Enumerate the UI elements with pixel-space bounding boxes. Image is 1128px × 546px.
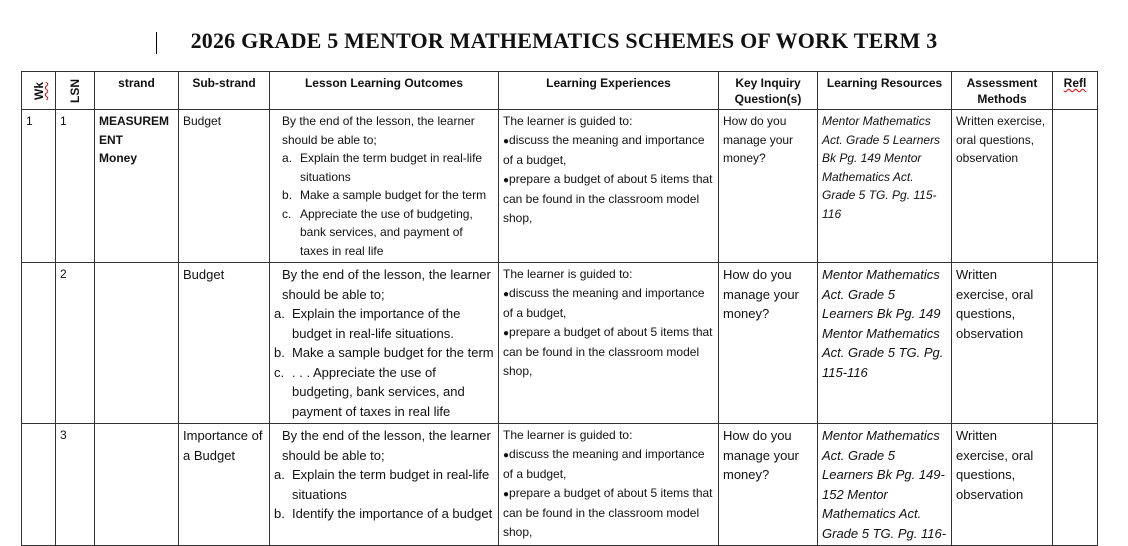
schemes-table	[21, 71, 1098, 546]
cell-wk: 1	[22, 110, 56, 263]
cell-strand	[95, 263, 179, 424]
outcomes-intro: By the end of the lesson, the learner should be able to;	[282, 114, 475, 147]
outcome-item: Explain the term budget in real-life situations	[292, 467, 490, 502]
cell-lsn: 2	[56, 263, 95, 424]
outcome-item: . . . Appreciate the use of budgeting, bank services, and payment of taxes in real life	[292, 364, 465, 419]
cell-experiences	[499, 424, 719, 546]
experiences-intro: The learner is guided to:	[503, 428, 633, 442]
outcome-item: Explain the term budget in real-life situations	[300, 151, 483, 184]
cell-inquiry: How do you manage your money?	[719, 110, 818, 263]
outcomes-intro: By the end of the lesson, the learner should be able to;	[282, 428, 491, 463]
experiences-intro: The learner is guided to:	[503, 267, 633, 281]
experience-item: ● prepare a budget of about 5 items that can be found in the classroom model shop,	[503, 484, 714, 542]
cell-assessment: Written exercise, oral questions, observation	[952, 110, 1053, 263]
header-refl: Refl	[1053, 72, 1098, 110]
cell-assessment: Written exercise, oral questions, observation	[952, 263, 1053, 424]
experience-item: ● discuss the meaning and importance of a budget,	[503, 445, 714, 484]
header-sub-strand: Sub-strand	[179, 72, 270, 110]
header-row	[22, 72, 1098, 110]
header-wk: Wk	[22, 72, 56, 110]
header-strand: strand	[95, 72, 179, 110]
outcome-item: Make a sample budget for the term	[300, 188, 487, 202]
outcome-item: Explain the importance of the budget in real-life situations.	[292, 306, 461, 341]
text-cursor	[156, 32, 157, 54]
header-assessment: Assessment Methods	[952, 72, 1053, 110]
header-lsn: LSN	[56, 72, 95, 110]
cell-lsn: 1	[56, 110, 95, 263]
cell-refl	[1053, 263, 1098, 424]
cell-wk	[22, 263, 56, 424]
experience-item: ● prepare a budget of about 5 items that can be found in the classroom model shop,	[503, 170, 714, 228]
outcome-item: Make a sample budget for the term	[292, 345, 494, 360]
experience-item: ● discuss the meaning and importance of a budget,	[503, 131, 714, 170]
cell-strand	[95, 424, 179, 546]
outcome-item: Identify the importance of a budget	[292, 506, 493, 521]
cell-inquiry: How do you manage your money?	[719, 263, 818, 424]
cell-experiences	[499, 110, 719, 263]
header-outcomes: Lesson Learning Outcomes	[270, 72, 499, 110]
header-resources: Learning Resources	[818, 72, 952, 110]
cell-refl	[1053, 424, 1098, 546]
cell-resources: Mentor Mathematics Act. Grade 5 Learners Bk Pg. 149 Mentor Mathematics Act. Grade 5 TG. Pg. 115-116	[818, 110, 952, 263]
cell-lsn: 3	[56, 424, 95, 546]
experience-item: ● discuss the meaning and importance of a budget,	[503, 284, 714, 323]
document-title: 2026 GRADE 5 MENTOR MATHEMATICS SCHEMES OF WORK TERM 3	[190, 28, 938, 53]
cell-sub-strand: Importance of a Budget	[179, 424, 270, 546]
cell-experiences	[499, 263, 719, 424]
cell-assessment: Written exercise, oral questions, observation	[952, 424, 1053, 546]
cell-outcomes	[270, 263, 499, 424]
cell-resources: Mentor Mathematics Act. Grade 5 Learners Bk Pg. 149-152 Mentor Mathematics Act. Grade 5 TG. Pg. 116-	[818, 424, 952, 546]
header-inquiry: Key Inquiry Question(s)	[719, 72, 818, 110]
experience-item: ● prepare a budget of about 5 items that can be found in the classroom model shop,	[503, 323, 714, 381]
table-row	[22, 110, 1098, 263]
cell-outcomes	[270, 110, 499, 263]
cell-sub-strand: Budget	[179, 110, 270, 263]
cell-inquiry: How do you manage your money?	[719, 424, 818, 546]
outcomes-intro: By the end of the lesson, the learner should be able to;	[282, 267, 491, 302]
table-row	[22, 263, 1098, 424]
outcome-item: Appreciate the use of budgeting, bank services, and payment of taxes in real life	[300, 206, 473, 258]
cell-strand	[95, 110, 179, 263]
cell-wk	[22, 424, 56, 546]
experiences-intro: The learner is guided to:	[503, 114, 633, 128]
cell-refl	[1053, 110, 1098, 263]
table-row	[22, 424, 1098, 546]
strand-name: MEASUREMENT	[99, 114, 170, 147]
cell-sub-strand: Budget	[179, 263, 270, 424]
cell-resources: Mentor Mathematics Act. Grade 5 Learners Bk Pg. 149 Mentor Mathematics Act. Grade 5 TG. Pg. 115-116	[818, 263, 952, 424]
strand-sub: Money	[99, 151, 138, 165]
header-experiences: Learning Experiences	[499, 72, 719, 110]
cell-outcomes	[270, 424, 499, 546]
